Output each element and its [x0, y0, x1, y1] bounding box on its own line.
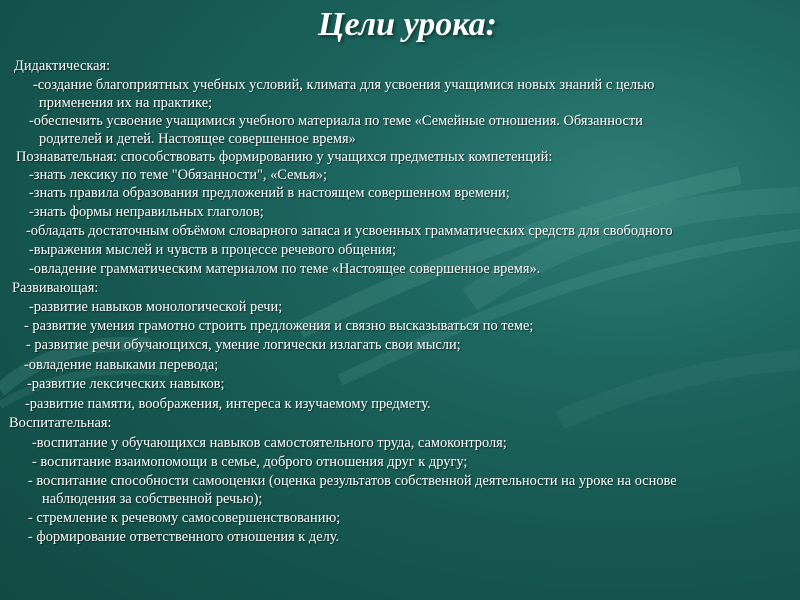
didactic-goal-1: -создание благоприятных учебных условий, климата для усвоения учащимися новых знаний с целью: [33, 77, 655, 93]
educational-goal-2: - воспитание взаимопомощи в семье, доброго отношения друг к другу;: [32, 454, 468, 470]
developing-goal-5: -развитие лексических навыков;: [27, 376, 225, 392]
educational-goal-1: -воспитание у обучающихся навыков самостоятельного труда, самоконтроля;: [32, 435, 507, 451]
section-heading-educational: Воспитательная:: [9, 415, 112, 431]
cognitive-goal-1: -знать лексику по теме "Обязанности", «Семья»;: [29, 167, 327, 183]
cognitive-goal-6: -овладение грамматическим материалом по теме «Настоящее совершенное время».: [29, 261, 541, 277]
section-heading-developing: Развивающая:: [12, 280, 99, 296]
educational-goal-5: - формирование ответственного отношения к делу.: [28, 529, 340, 545]
cognitive-goal-4: -обладать достаточным объёмом словарного запаса и усвоенных грамматических средств для свободного: [26, 223, 673, 239]
educational-goal-3: - воспитание способности самооценки (оценка результатов собственной деятельности на уроке на основе: [28, 473, 677, 489]
section-heading-cognitive: Познавательная: способствовать формированию у учащихся предметных компетенций:: [16, 149, 553, 165]
developing-goal-6: -развитие памяти, воображения, интереса к изучаемому предмету.: [25, 396, 431, 412]
educational-goal-4: - стремление к речевому самосовершенствованию;: [28, 510, 341, 526]
didactic-goal-1-cont: применения их на практике;: [39, 95, 213, 111]
slide-title: Цели урока:: [318, 6, 497, 43]
developing-goal-2: - развитие умения грамотно строить предложения и связно высказываться по теме;: [24, 318, 534, 334]
cognitive-goal-5: -выражения мыслей и чувств в процессе речевого общения;: [29, 242, 397, 258]
developing-goal-3: - развитие речи обучающихся, умение логически излагать свои мысли;: [26, 337, 461, 353]
developing-goal-4: -овладение навыками перевода;: [24, 357, 219, 373]
didactic-goal-2-cont: родителей и детей. Настоящее совершенное время»: [39, 131, 356, 147]
cognitive-goal-3: -знать формы неправильных глаголов;: [29, 204, 264, 220]
developing-goal-1: -развитие навыков монологической речи;: [29, 299, 283, 315]
educational-goal-3-cont: наблюдения за собственной речью);: [42, 491, 263, 507]
section-heading-didactic: Дидактическая:: [14, 58, 111, 74]
cognitive-goal-2: -знать правила образования предложений в настоящем совершенном времени;: [29, 185, 510, 201]
didactic-goal-2: -обеспечить усвоение учащимися учебного материала по теме «Семейные отношения. Обязанности: [29, 113, 643, 129]
